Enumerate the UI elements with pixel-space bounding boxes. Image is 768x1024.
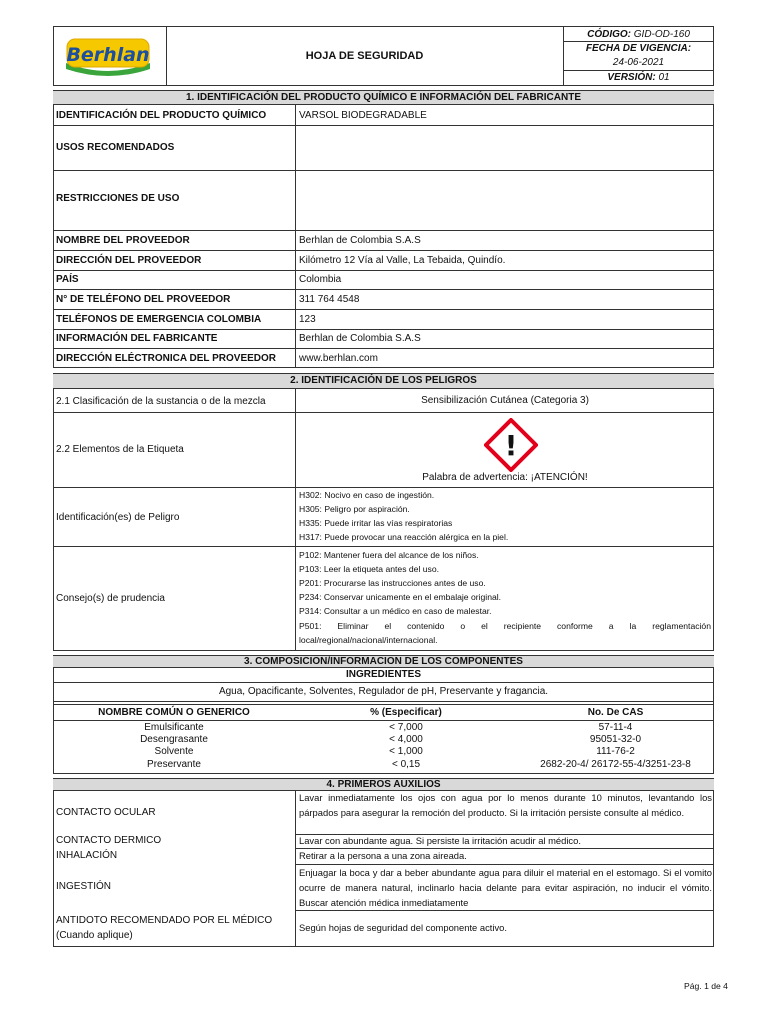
row-phone-value: 311 764 4548	[299, 294, 360, 305]
precaution-statement: P314: Consultar a un médico en caso de malestar.	[299, 605, 492, 616]
table-row: 2682-20-4/ 26172-55-4/3251-23-8	[540, 759, 691, 770]
section4-title: 4. PRIMEROS AUXILIOS	[53, 778, 714, 791]
table-row: 95051-32-0	[589, 734, 642, 745]
logo-text: Berhlan	[66, 44, 150, 66]
label-elements: 2.2 Elementos de la Etiqueta	[56, 444, 184, 455]
precaution-statement: P234: Conservar unicamente en el embalaje original.	[299, 591, 502, 602]
table-row: < 4,000	[389, 734, 423, 745]
precaution-statement: P102: Mantener fuera del alcance de los niños.	[299, 550, 479, 560]
table-row: Solvente	[154, 746, 194, 757]
row-uses-label: USOS RECOMENDADOS	[56, 142, 175, 153]
antidote-label-note: (Cuando aplique)	[56, 930, 133, 941]
validity-value: 24-06-2021	[612, 57, 665, 68]
table-row: 57-11-4	[598, 722, 633, 733]
dermal-text: Lavar con abundante agua. Si persiste la irritación acudir al médico.	[299, 835, 581, 846]
row-address-label: DIRECCIÓN DEL PROVEEDOR	[56, 255, 202, 266]
classification-label: 2.1 Clasificación de la sustancia o de la mezcla	[56, 396, 266, 407]
row-product-value: VARSOL BIODEGRADABLE	[299, 110, 427, 121]
ingestion-label: INGESTIÓN	[56, 881, 112, 892]
row-emergency-label: TELÉFONOS DE EMERGENCIA COLOMBIA	[56, 314, 262, 325]
table-row: < 1,000	[389, 746, 423, 757]
row-phone-label: N° DE TELÉFONO DEL PROVEEDOR	[56, 294, 231, 305]
row-country-value: Colombia	[299, 274, 342, 285]
ocular-label: CONTACTO OCULAR	[56, 807, 156, 818]
dermal-label: CONTACTO DERMICO	[56, 835, 162, 846]
row-country-label: PAÍS	[56, 274, 79, 285]
antidote-label: ANTIDOTO RECOMENDADO POR EL MÉDICO	[56, 915, 273, 926]
row-address-value: Kilómetro 12 Vía al Valle, La Tebaida, Quindío.	[299, 255, 506, 266]
row-manufacturer-label: INFORMACIÓN DEL FABRICANTE	[56, 333, 218, 344]
table-row: < 0,15	[391, 759, 421, 770]
section1-title: 1. IDENTIFICACIÓN DEL PRODUCTO QUÍMICO E INFORMACIÓN DEL FABRICANTE	[53, 90, 714, 105]
company-logo	[62, 33, 154, 79]
row-product-label: IDENTIFICACIÓN DEL PRODUCTO QUÍMICO	[56, 110, 267, 121]
page-number: Pág. 1 de 4	[684, 981, 728, 991]
col-cas: No. De CAS	[587, 707, 644, 718]
ingestion-text: Enjuagar la boca y dar a beber abundante agua para diluir el material en el estomago. Si el vomito ocurre de manera natural, inclinarlo hacia delante para evitar aspiración, no inducir el vómito. Buscar atención médica inmediatamente	[299, 867, 712, 908]
ocular-text: Lavar inmediatamente los ojos con agua por lo menos durante 10 minutos, levantando los párpados para asegurar la remoción del producto. Si la irritación persiste consulte al médico.	[299, 792, 712, 818]
precaution-statement: P103: Leer la etiqueta antes del uso.	[299, 563, 439, 574]
hazard-label: Identificación(es) de Peligro	[56, 512, 180, 523]
document-title: HOJA DE SEGURIDAD	[305, 50, 424, 62]
ingredients-text: Agua, Opacificante, Solventes, Regulador de pH, Preservante y fragancia.	[218, 686, 549, 697]
col-name: NOMBRE COMÚN O GENERICO	[98, 707, 250, 718]
row-supplier-value: Berhlan de Colombia S.A.S	[299, 235, 421, 246]
section1-box	[53, 90, 714, 368]
svg-text:!: !	[504, 429, 518, 462]
hazard-statements	[299, 489, 711, 545]
precaution-label: Consejo(s) de prudencia	[56, 593, 165, 604]
version-field: VERSIÓN: 01	[607, 72, 670, 83]
row-email-value: www.berhlan.com	[299, 353, 378, 364]
table-row: < 7,000	[389, 722, 423, 733]
hazard-statement: H317: Puede provocar una reacción alérgica en la piel.	[299, 531, 509, 542]
antidote-text: Según hojas de seguridad del componente activo.	[299, 922, 507, 933]
inhalation-label: INHALACIÓN	[56, 850, 118, 861]
hazard-statement: H305: Peligro por aspiración.	[299, 503, 410, 514]
table-row: Preservante	[147, 759, 201, 770]
signal-word: Palabra de advertencia: ¡ATENCIÓN!	[422, 472, 588, 483]
precaution-statements	[299, 549, 711, 648]
exclamation-pictogram-icon	[484, 418, 538, 472]
row-manufacturer-value: Berhlan de Colombia S.A.S	[299, 333, 421, 344]
table-row: 111-76-2	[596, 746, 635, 757]
section3-title: 3. COMPOSICION/INFORMACION DE LOS COMPONENTES	[53, 655, 714, 668]
inhalation-text: Retirar a la persona a una zona aireada.	[299, 850, 467, 861]
row-restrictions-label: RESTRICCIONES DE USO	[56, 193, 180, 204]
row-supplier-label: NOMBRE DEL PROVEEDOR	[56, 235, 190, 246]
hazard-statement: H335: Puede irritar las vías respiratorias	[299, 517, 453, 528]
table-row: Desengrasante	[140, 734, 208, 745]
ingredients-title: INGREDIENTES	[345, 669, 421, 680]
hazard-statement: H302: Nocivo en caso de ingestión.	[299, 490, 435, 500]
row-email-label: DIRECCIÓN ELÉCTRONICA DEL PROVEEDOR	[56, 353, 277, 364]
validity-label: FECHA DE VIGENCIA:	[585, 43, 692, 54]
precaution-statement: P501: Eliminar el contenido o el recipiente conforme a la reglamentación local/regional/nacional/internacional.	[299, 620, 711, 646]
code-field: CÓDIGO: GID-OD-160	[587, 29, 690, 40]
classification-value: Sensibilización Cutánea (Categoria 3)	[421, 395, 589, 406]
section2-title: 2. IDENTIFICACIÓN DE LOS PELIGROS	[53, 373, 714, 389]
table-row: Emulsificante	[144, 722, 204, 733]
row-emergency-value: 123	[299, 314, 316, 325]
col-percent: % (Especificar)	[370, 707, 442, 718]
precaution-statement: P201: Procurarse las instrucciones antes de uso.	[299, 577, 486, 588]
